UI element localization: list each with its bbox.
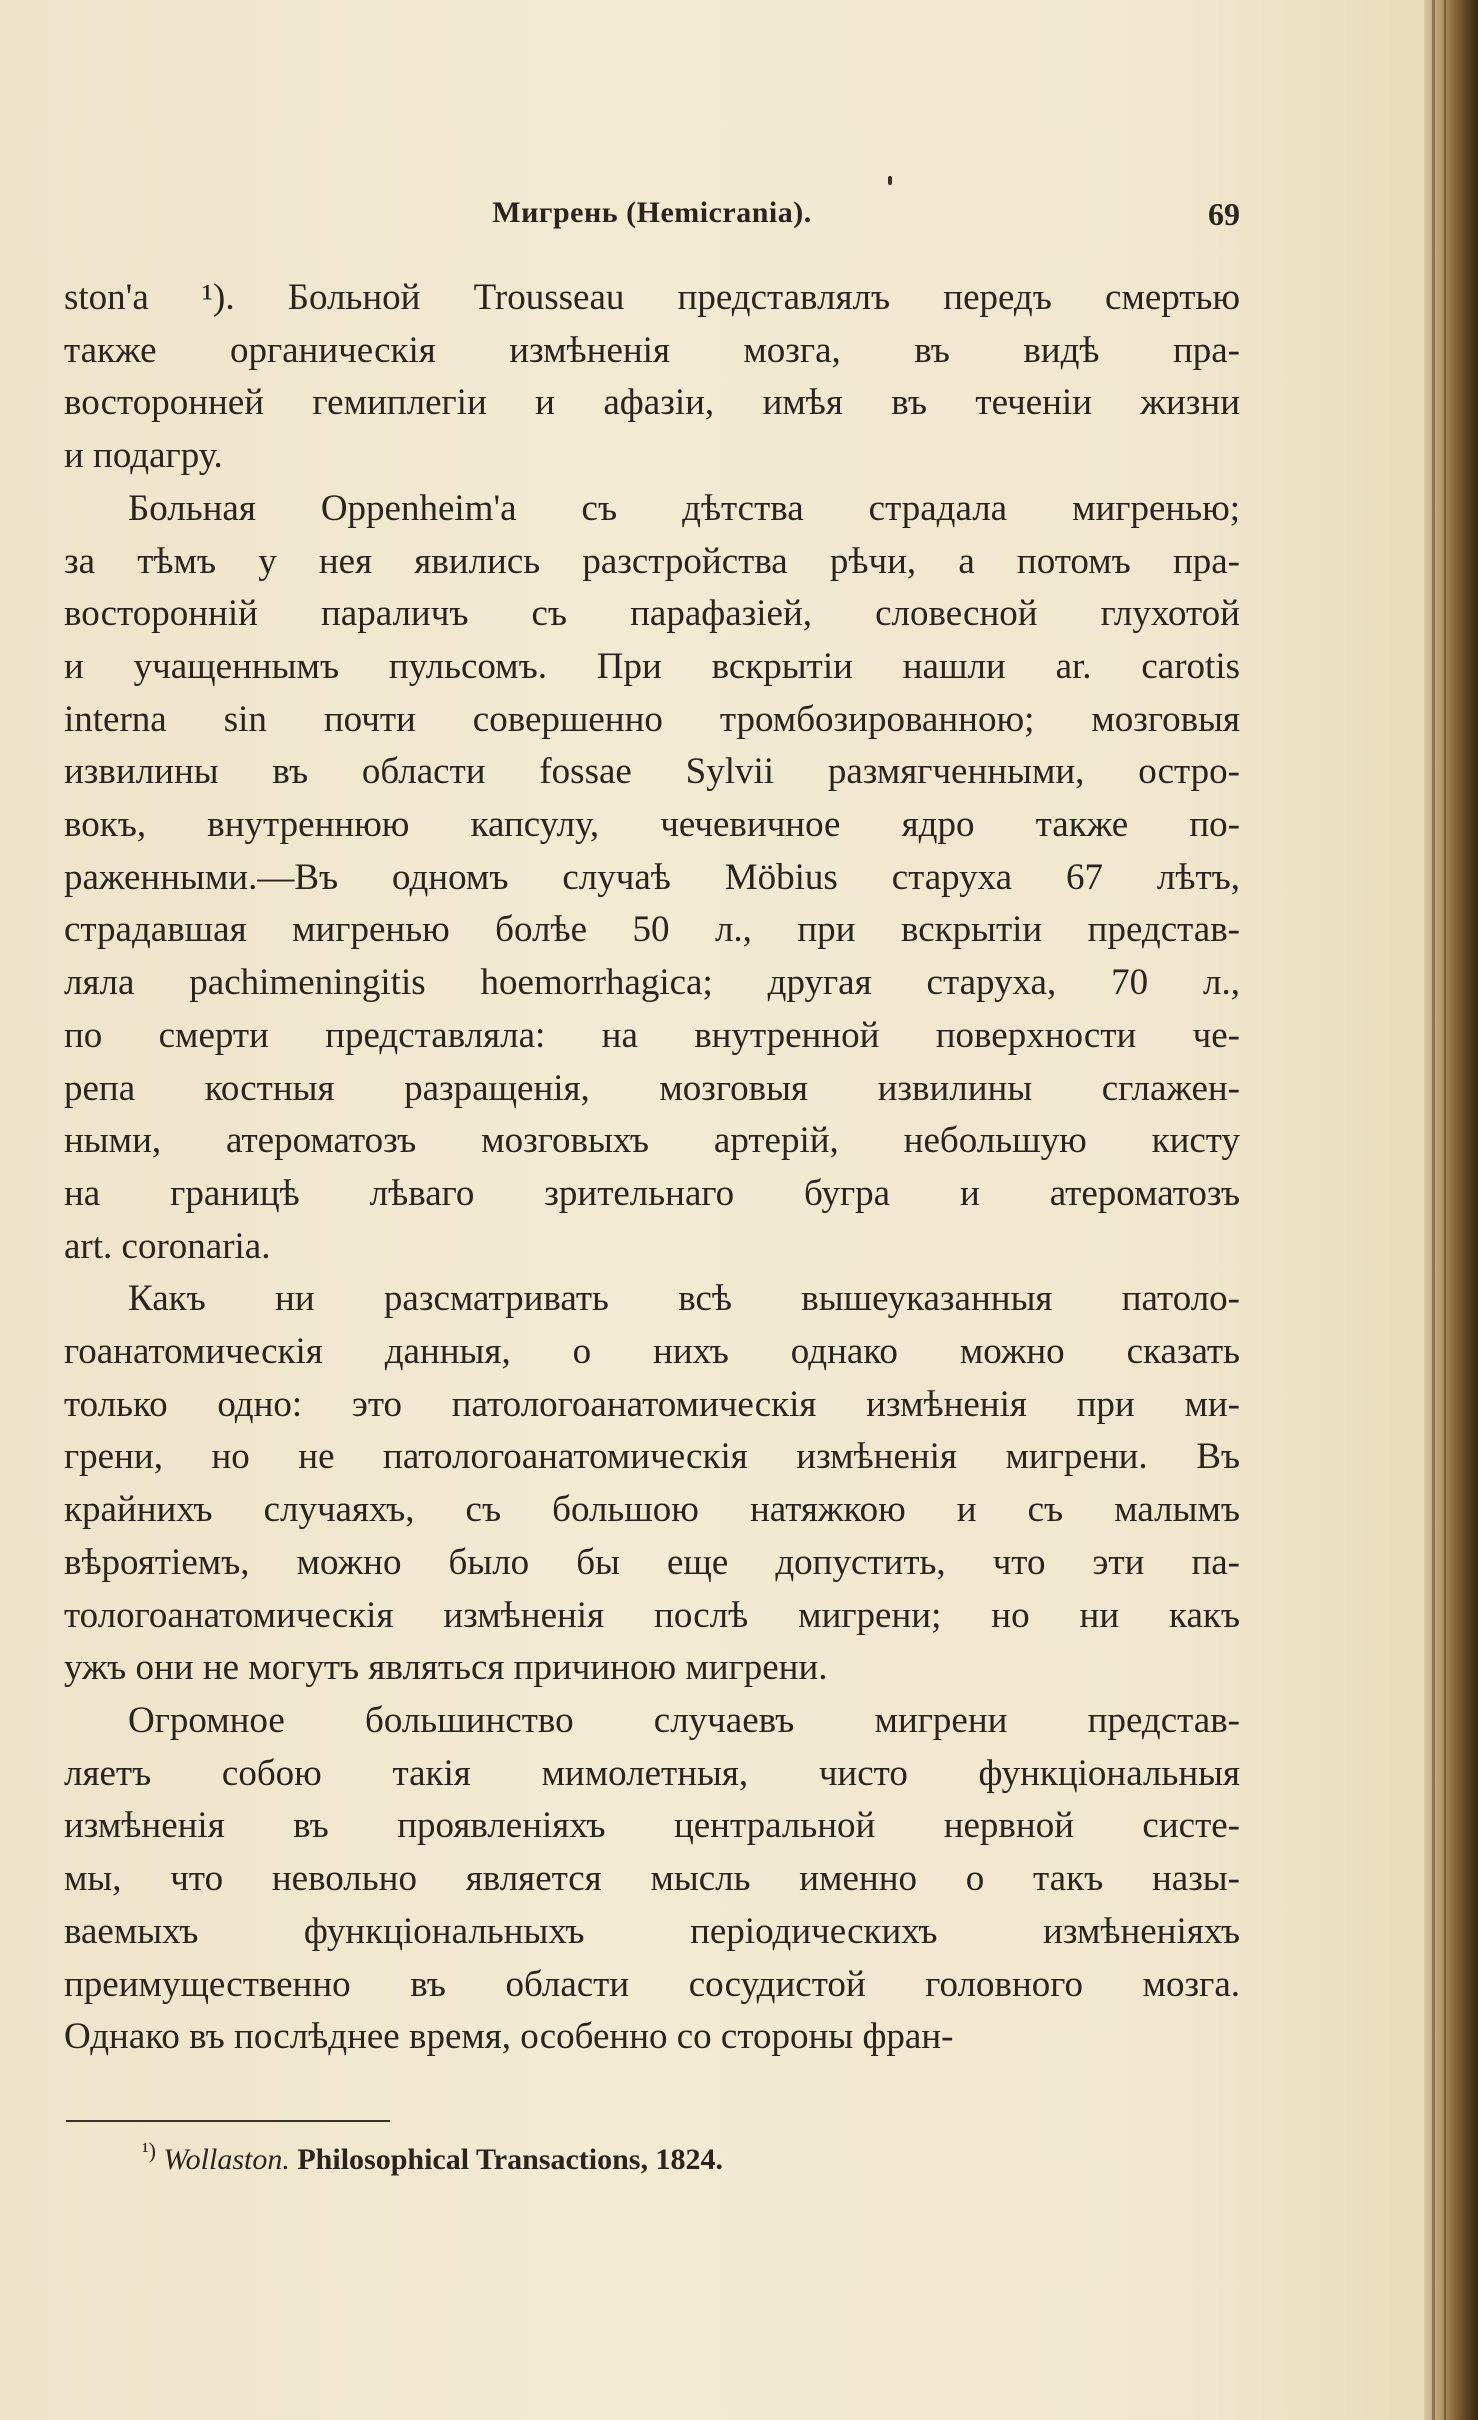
text-line: art. coronaria. (64, 1225, 271, 1267)
text-line: восторонній параличъ съ парафазіей, словесной глухотой (64, 593, 1240, 635)
text-line: гоанатомическія данныя, о нихъ однако можно сказать (64, 1331, 1240, 1373)
text-line: Однако въ послѣднее время, особенно со стороны фран- (64, 2016, 954, 2058)
text-line: только одно: это патологоанатомическія измѣненія при ми- (64, 1383, 1240, 1425)
footnote-source: Philosophical Transactions, 1824. (297, 2143, 723, 2176)
text-line: вокъ, внутреннюю капсулу, чечевичное ядро также по- (64, 804, 1240, 846)
text-line: за тѣмъ у нея явились разстройства рѣчи, а потомъ пра- (64, 540, 1240, 582)
ink-speck (888, 176, 892, 185)
text-line: раженными.—Въ одномъ случаѣ Möbius старуха 67 лѣтъ, (64, 856, 1240, 898)
text-line: Какъ ни разсматривать всѣ вышеуказанныя патоло- (128, 1278, 1240, 1320)
text-line: тологоанатомическія измѣненія послѣ мигрени; но ни какъ (64, 1594, 1240, 1636)
text-line: мы, что невольно является мысль именно о такъ назы- (64, 1858, 1240, 1900)
text-line: страдавшая мигренью болѣе 50 л., при вскрытіи представ- (64, 909, 1240, 951)
text-line: и учащеннымъ пульсомъ. При вскрытіи нашли ar. carotis (64, 645, 1240, 687)
text-line: на границѣ лѣваго зрительнаго бугра и атероматозъ (64, 1172, 1240, 1214)
text-line: вѣроятіемъ, можно было бы еще допустить, что эти па- (64, 1541, 1240, 1583)
text-line: ными, атероматозъ мозговыхъ артерій, небольшую кисту (64, 1120, 1240, 1162)
text-line: восторонней гемиплегіи и афазіи, имѣя въ теченіи жизни (64, 382, 1240, 424)
book-spine (1424, 0, 1478, 2420)
text-line: и подагру. (64, 435, 223, 477)
text-line: измѣненія въ проявленіяхъ центральной нервной систе- (64, 1805, 1240, 1847)
text-line: interna sin почти совершенно тромбозированною; мозговыя (64, 698, 1240, 740)
text-line: также органическія измѣненія мозга, въ видѣ пра- (64, 329, 1240, 371)
body-text (64, 272, 1240, 2064)
footnote (142, 2140, 723, 2180)
text-line: извилины въ области fossae Sylvii размягченными, остро- (64, 751, 1240, 793)
text-line: грени, но не патологоанатомическія измѣненія мигрени. Въ (64, 1436, 1240, 1478)
running-head (64, 196, 1240, 246)
footnote-marker: ¹) (142, 2138, 156, 2163)
text-line: крайнихъ случаяхъ, съ большою натяжкою и съ малымъ (64, 1489, 1240, 1531)
text-line: ston'a ¹). Больной Trousseau представлялъ передъ смертью (64, 277, 1240, 318)
footnote-rule (66, 2120, 390, 2122)
text-line: преимущественно въ области сосудистой головного мозга. (64, 1963, 1240, 2005)
text-line: Больная Oppenheim'a съ дѣтства страдала мигренью; (128, 487, 1240, 529)
text-line: ляетъ собою такія мимолетныя, чисто функціональныя (64, 1752, 1240, 1794)
text-line: репа костныя разращенія, мозговыя извилины сглажен- (64, 1067, 1240, 1109)
text-line: по смерти представляла: на внутренной поверхности че- (64, 1014, 1240, 1056)
text-line: ваемыхъ функціональныхъ періодическихъ измѣненіяхъ (64, 1910, 1240, 1952)
page-number: 69 (1208, 196, 1240, 232)
text-line: Огромное большинство случаевъ мигрени представ- (128, 1699, 1240, 1741)
running-title: Мигрень (Hemicrania). (492, 196, 812, 229)
footnote-author: Wollaston. (163, 2143, 290, 2176)
text-line: ужъ они не могутъ являться причиною мигрени. (64, 1647, 828, 1689)
text-line: ляла pachimeningitis hoemorrhagica; другая старуха, 70 л., (64, 962, 1240, 1004)
